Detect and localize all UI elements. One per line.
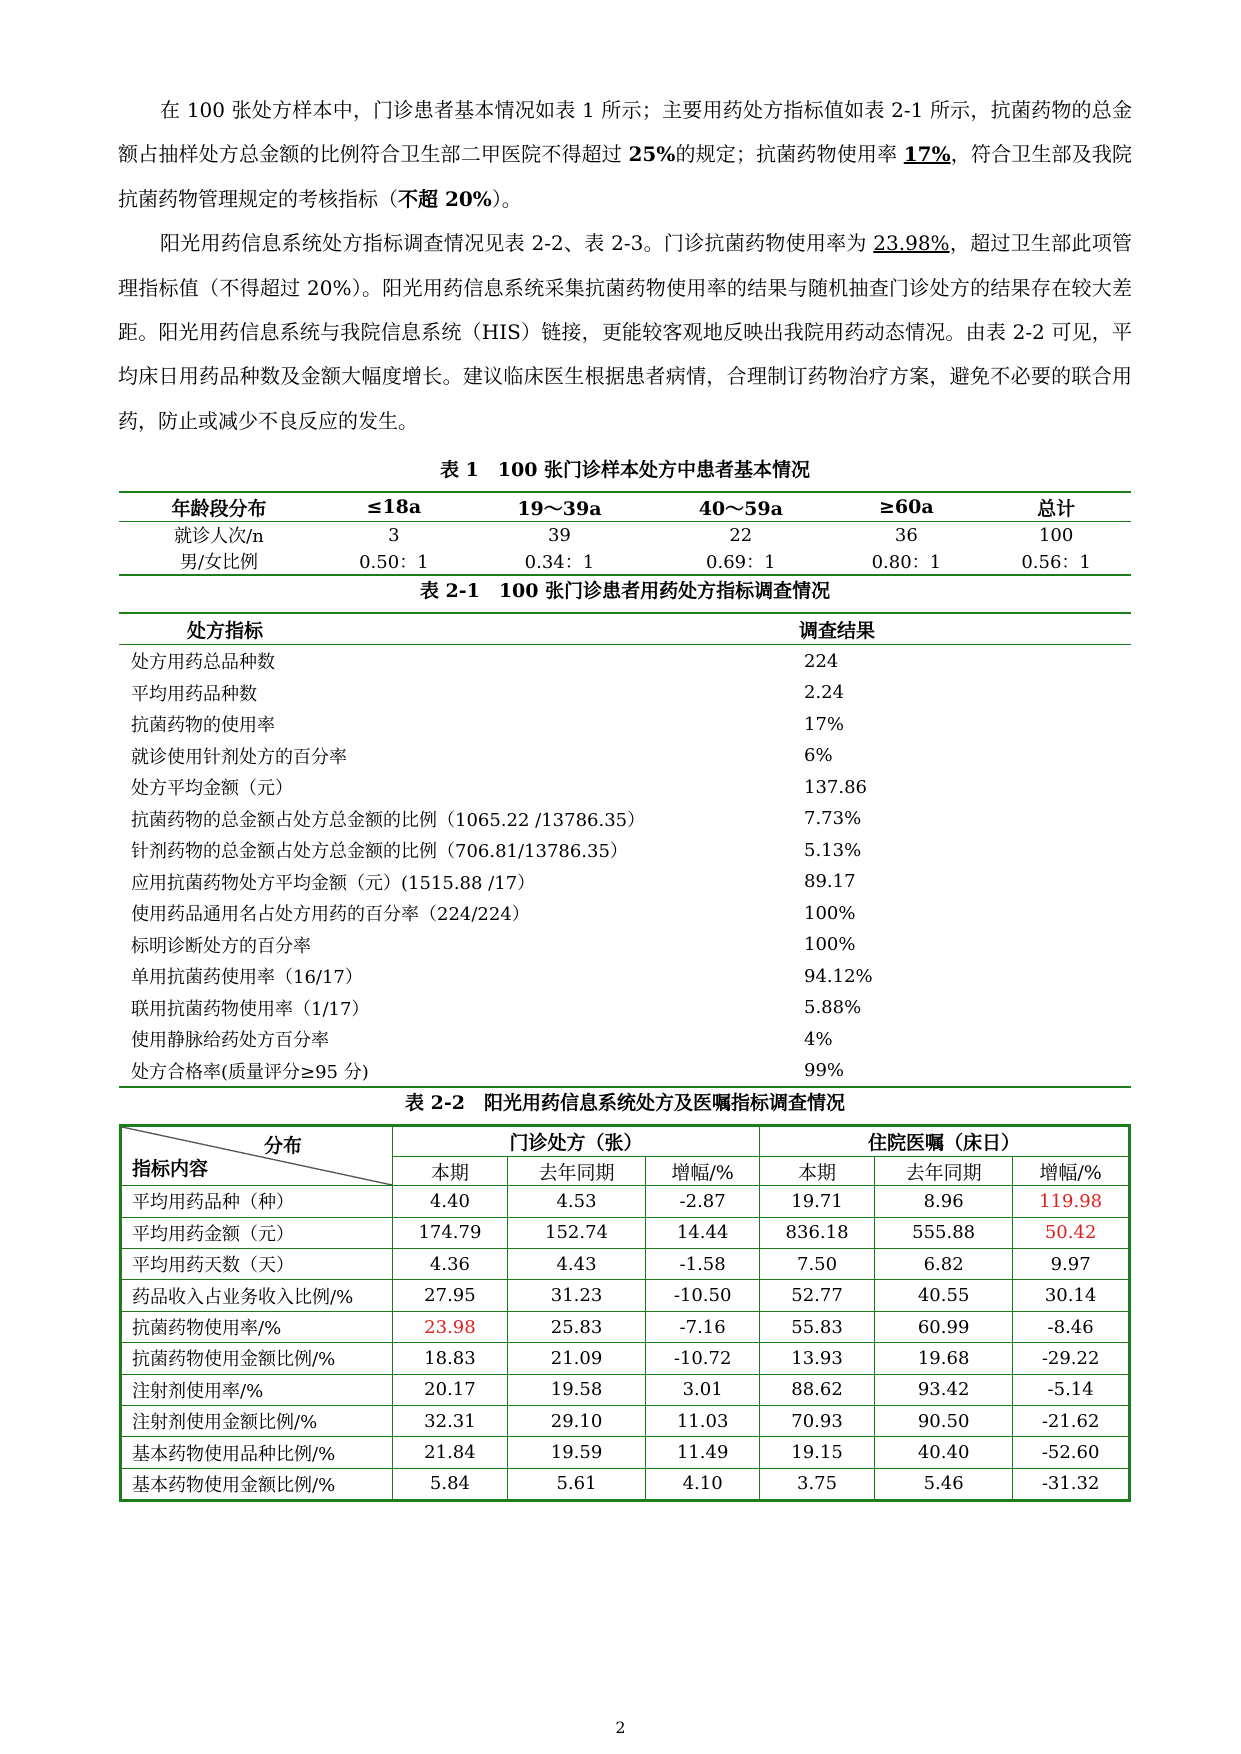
table-row [119,803,1131,835]
table-cell: 32.31 [393,1405,508,1436]
table-cell: -10.50 [646,1280,760,1311]
bold-text: 不超 20% [398,186,492,211]
indicator-name: 使用静脉给药处方百分率 [131,1030,329,1051]
table22-corner-cell [121,1126,393,1186]
indicator-name: 处方用药总品种数 [131,652,275,673]
corner-top-label: 分布 [263,1135,302,1158]
indicator-name: 抗菌药物使用率/% [121,1311,393,1342]
table-cell: 555.88 [874,1217,1012,1248]
table-row [121,1437,1130,1468]
table-row [121,1374,1130,1405]
indicator-name: 注射剂使用金额比例/% [121,1405,393,1436]
indicator-name: 使用药品通用名占处方用药的百分率（224/224） [131,904,530,925]
table22-subheader: 增幅/% [1013,1156,1130,1186]
table1-header: 年龄段分布 [119,492,319,522]
table-row [119,834,1131,866]
table-cell: 21.09 [507,1343,645,1374]
table1-header: ≤18a [319,492,469,522]
indicator-value: 2.24 [804,682,845,703]
table21-header: 调查结果 [799,613,1131,645]
table-row [119,645,1131,677]
bold-underlined-text: 17% [903,142,951,167]
table-cell: 4.43 [507,1249,645,1280]
table-cell: 19.59 [507,1437,645,1468]
table-cell: 7.50 [760,1249,875,1280]
table-row [119,677,1131,709]
indicator-value: 17% [804,713,845,735]
indicator-value: 7.73% [804,808,862,829]
table-cell: 5.46 [874,1468,1012,1500]
table-cell: 90.50 [874,1405,1012,1436]
table-cell: 4.40 [393,1186,508,1217]
table-cell: 4.10 [646,1468,760,1500]
table1-caption: 表 1 100 张门诊样本处方中患者基本情况 [439,459,811,482]
table-cell: 31.23 [507,1280,645,1311]
indicator-value: 6% [804,745,833,766]
table-cell: 22 [729,524,753,546]
table22-subheader: 去年同期 [507,1156,645,1186]
indicator-name: 平均用药金额（元） [121,1217,393,1248]
indicator-name: 标明诊断处方的百分率 [131,935,311,957]
table-cell: 27.95 [393,1280,508,1311]
table21-header-row [119,613,1131,645]
table-cell: 55.83 [760,1311,875,1342]
table-row [119,960,1131,992]
text-run: ，超过卫生部此项管理指标值（不得超过 20%）。阳光用药信息系统采集抗菌药物使用率的结果与随机抽查门诊处方的结果存在较大差距。阳光用药信息系统与我院信息系统（HIS）链接，更能较客观地反映出我院用药动态情况。由表 2-2 可见，平均床日用药品种数及金额大幅度增长。建议临床医生根据患者病情，合理制订药物治疗方案，避免不必要的联合用药，防止或减少不良反应的发生。 [118,231,1132,433]
table-row [119,929,1131,961]
table-cell: 3 [388,524,400,546]
table22-group-row [121,1126,1130,1157]
group-header-outpatient: 门诊处方（张） [393,1126,760,1157]
table-cell: 0.56：1 [1021,552,1091,574]
table1-header-row [119,492,1131,522]
table22-subheader: 本期 [760,1156,875,1186]
document-page [118,88,1132,1502]
page-number: 2 [615,1718,626,1737]
indicator-name: 注射剂使用率/% [121,1374,393,1405]
indicator-value: 224 [804,650,839,672]
table-cell: 19.58 [507,1374,645,1405]
table-cell: 3.01 [646,1374,760,1405]
table-cell: 4.53 [507,1186,645,1217]
text-run: 阳光用药信息系统处方指标调查情况见表 2-2、表 2-3。门诊抗菌药物使用率为 [160,231,874,256]
corner-bottom-label: 指标内容 [132,1158,209,1181]
indicator-name: 抗菌药物使用金额比例/% [121,1343,393,1374]
table-cell: 13.93 [760,1343,875,1374]
table1-patient-info [119,491,1131,576]
table-cell: -29.22 [1013,1343,1130,1374]
indicator-name: 单用抗菌药使用率（16/17） [131,967,363,988]
table-row [119,1055,1131,1088]
table-cell: 0.50：1 [359,552,429,574]
table22-subheader: 本期 [393,1156,508,1186]
table-cell: -2.87 [646,1186,760,1217]
table-cell: 50.42 [1013,1217,1130,1248]
text-run: ）。 [491,186,522,211]
indicator-name: 针剂药物的总金额占处方总金额的比例（706.81/13786.35） [131,841,628,862]
indicator-name: 应用抗菌药物处方平均金额（元）(1515.88 /17） [131,872,536,894]
paragraph-1 [118,88,1132,221]
table-row [121,1217,1130,1248]
table-cell: 8.96 [874,1186,1012,1217]
row-label: 男/女比例 [179,552,259,574]
table-cell: 21.84 [393,1437,508,1468]
indicator-value: 94.12% [804,965,873,987]
table-row [119,897,1131,929]
indicator-value: 5.13% [804,839,862,861]
table-cell: 20.17 [393,1374,508,1405]
indicator-name: 基本药物使用金额比例/% [121,1468,393,1500]
table-row [121,1311,1130,1342]
table-cell: -52.60 [1013,1437,1130,1468]
table-cell: 174.79 [393,1217,508,1248]
text-run: ，符合卫生部及我院抗菌药物管理规定的考核指标（ [118,142,1133,211]
table-cell: 11.49 [646,1437,760,1468]
table-cell: -7.16 [646,1311,760,1342]
table1-header: 19～39a [469,492,650,522]
table21-header: 处方指标 [119,613,799,645]
table-cell: 4.36 [393,1249,508,1280]
group-header-inpatient: 住院医嘱（床日） [760,1126,1130,1157]
table-row [121,1186,1130,1217]
table-row [121,1249,1130,1280]
table22-system-indicators [119,1124,1131,1502]
indicator-value: 99% [804,1060,845,1081]
row-label: 就诊人次/n [174,526,264,548]
indicator-value: 89.17 [804,871,856,892]
table-row [121,1468,1130,1500]
table-cell: 9.97 [1013,1249,1130,1280]
table-row [119,708,1131,740]
table-cell: 119.98 [1013,1186,1130,1217]
table-cell: 6.82 [874,1249,1012,1280]
table-cell: 100 [1038,524,1074,546]
underlined-text: 23.98% [873,231,950,256]
table-cell: 3.75 [760,1468,875,1500]
table-row [121,1343,1130,1374]
table-cell: 19.15 [760,1437,875,1468]
table-cell: 0.80：1 [871,552,942,574]
table-cell: 30.14 [1013,1280,1130,1311]
indicator-name: 药品收入占业务收入比例/% [121,1280,393,1311]
indicator-name: 联用抗菌药物使用率（1/17） [131,998,370,1020]
table-cell: 70.93 [760,1405,875,1436]
table-cell: 52.77 [760,1280,875,1311]
table-cell: 40.40 [874,1437,1012,1468]
paragraph-2 [118,221,1132,443]
table-row [119,548,1131,575]
table-cell: 93.42 [874,1374,1012,1405]
table-row [119,992,1131,1024]
table-row [119,1023,1131,1055]
table-cell: 11.03 [646,1405,760,1436]
table-cell: 25.83 [507,1311,645,1342]
table-cell: 18.83 [393,1343,508,1374]
diagonal-header [122,1127,392,1185]
table-cell: 0.34：1 [524,552,595,574]
table-cell: 14.44 [646,1217,760,1248]
table-cell: -5.14 [1013,1374,1130,1405]
indicator-name: 处方平均金额（元） [131,778,293,799]
indicator-value: 137.86 [804,776,867,798]
table-cell: -8.46 [1013,1311,1130,1342]
table-cell: 5.84 [393,1468,508,1500]
table-cell: -21.62 [1013,1405,1130,1436]
table-cell: 23.98 [393,1311,508,1342]
table1-header: 40～59a [650,492,831,522]
table-cell: 29.10 [507,1405,645,1436]
table-row [119,866,1131,898]
indicator-value: 4% [804,1028,833,1050]
table-cell: 39 [547,524,571,546]
text-run: 的规定；抗菌药物使用率 [675,142,904,167]
table-cell: 36 [894,524,918,546]
text-run: 在 100 张处方样本中，门诊患者基本情况如表 1 所示；主要用药处方指标值如表 2-1 所示，抗菌药物的总金额占抽样处方总金额的比例符合卫生部二甲医院不得超过 [118,98,1132,167]
table22-caption: 表 2-2 阳光用药信息系统处方及医嘱指标调查情况 [405,1092,845,1115]
table-cell: 60.99 [874,1311,1012,1342]
table-row [121,1280,1130,1311]
table-cell: 88.62 [760,1374,875,1405]
table-row [119,771,1131,803]
table-row [119,522,1131,549]
table-cell: 0.69：1 [706,552,776,574]
indicator-name: 就诊使用针剂处方的百分率 [131,746,347,768]
table-cell: 836.18 [760,1217,875,1248]
indicator-value: 100% [804,902,856,924]
table1-header: ≥60a [831,492,981,522]
table-cell: -1.58 [646,1249,760,1280]
table21-prescription-indicators [119,612,1131,1088]
table-row [119,740,1131,772]
table-row [121,1405,1130,1436]
table-cell: -31.32 [1013,1468,1130,1500]
table22-subheader: 去年同期 [874,1156,1012,1186]
indicator-name: 平均用药品种数 [131,683,257,705]
bold-text: 25% [628,142,676,167]
table21-caption: 表 2-1 100 张门诊患者用药处方指标调查情况 [419,580,831,603]
indicator-name: 基本药物使用品种比例/% [121,1437,393,1468]
table-cell: -10.72 [646,1343,760,1374]
indicator-value: 100% [804,934,856,955]
table-cell: 40.55 [874,1280,1012,1311]
table-cell: 19.68 [874,1343,1012,1374]
table1-header: 总计 [981,492,1131,522]
table-cell: 19.71 [760,1186,875,1217]
table-cell: 152.74 [507,1217,645,1248]
table-cell: 5.61 [507,1468,645,1500]
indicator-name: 平均用药天数（天） [121,1249,393,1280]
indicator-name: 处方合格率(质量评分≥95 分) [131,1061,369,1083]
indicator-name: 抗菌药物的使用率 [131,715,275,736]
table22-subheader: 增幅/% [646,1156,760,1186]
indicator-name: 抗菌药物的总金额占处方总金额的比例（1065.22 /13786.35） [131,809,646,831]
indicator-name: 平均用药品种（种） [121,1186,393,1217]
indicator-value: 5.88% [804,997,862,1018]
